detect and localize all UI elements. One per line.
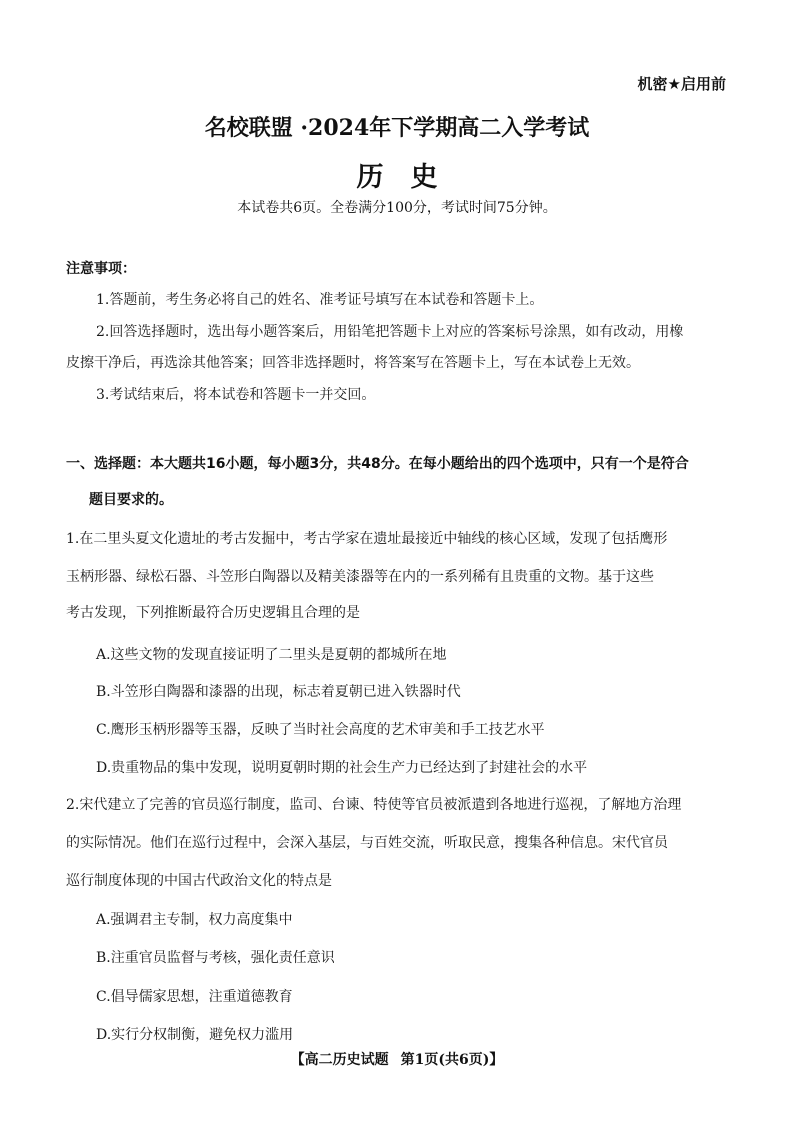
question-1-option-d: D.贵重物品的集中发现，说明夏朝时期的社会生产力已经达到了封建社会的水平	[96, 760, 588, 776]
section-heading-line-1: 一、选择题：本大题共16小题，每小题3分，共48分。在每小题给出的四个选项中，只有一个是符合	[66, 456, 689, 472]
question-2-option-c: C.倡导儒家思想，注重道德教育	[96, 989, 293, 1005]
question-2-stem-line-1: 2.宋代建立了完善的官员巡行制度，监司、台谏、特使等官员被派遣到各地进行巡视，了解地方治理	[66, 797, 682, 813]
note-item-2-line-2: 皮擦干净后，再选涂其他答案；回答非选择题时，将答案写在答题卡上，写在本试卷上无效。	[66, 355, 640, 371]
exam-info: 本试卷共6页。全卷满分100分，考试时间75分钟。	[237, 200, 557, 216]
question-1-stem-line-1: 1.在二里头夏文化遗址的考古发掘中，考古学家在遗址最接近中轴线的核心区域，发现了包括鹰形	[66, 531, 668, 547]
page-footer	[0, 1049, 794, 1069]
section-heading-line-2: 题目要求的。	[89, 492, 173, 508]
question-1-stem-line-2: 玉柄形器、绿松石器、斗笠形白陶器以及精美漆器等在内的一系列稀有且贵重的文物。基于这些	[66, 569, 654, 585]
question-1-option-a: A.这些文物的发现直接证明了二里头是夏朝的都城所在地	[96, 647, 447, 663]
question-2-option-b: B.注重官员监督与考核，强化责任意识	[96, 950, 335, 966]
notes-title: 注意事项：	[66, 261, 136, 277]
footer-page-number: 第1页(共6页)】	[400, 1052, 504, 1068]
question-2-stem-line-2: 的实际情况。他们在巡行过程中，会深入基层，与百姓交流，听取民意，搜集各种信息。宋代官员	[66, 835, 668, 851]
note-item-1: 1.答题前，考生务必将自己的姓名、准考证号填写在本试卷和答题卡上。	[96, 292, 544, 308]
exam-title: 名校联盟 ·2024年下学期高二入学考试	[204, 115, 590, 141]
question-1-stem-line-3: 考古发现，下列推断最符合历史逻辑且合理的是	[66, 605, 360, 621]
question-2-option-a: A.强调君主专制，权力高度集中	[96, 912, 293, 928]
footer-label: 【高二历史试题	[290, 1052, 389, 1068]
note-item-2-line-1: 2.回答选择题时，选出每小题答案后，用铅笔把答题卡上对应的答案标号涂黑，如有改动，用橡	[96, 324, 684, 340]
question-1-option-c: C.鹰形玉柄形器等玉器，反映了当时社会高度的艺术审美和手工技艺水平	[96, 722, 545, 738]
question-1-option-b: B.斗笠形白陶器和漆器的出现，标志着夏朝已进入铁器时代	[96, 684, 461, 700]
question-2-option-d: D.实行分权制衡，避免权力滥用	[96, 1027, 294, 1043]
question-2-stem-line-3: 巡行制度体现的中国古代政治文化的特点是	[66, 873, 332, 889]
subject-title: 历 史	[356, 162, 438, 193]
note-item-3: 3.考试结束后，将本试卷和答题卡一并交回。	[96, 387, 376, 403]
confidential-label: 机密★启用前	[637, 75, 726, 93]
